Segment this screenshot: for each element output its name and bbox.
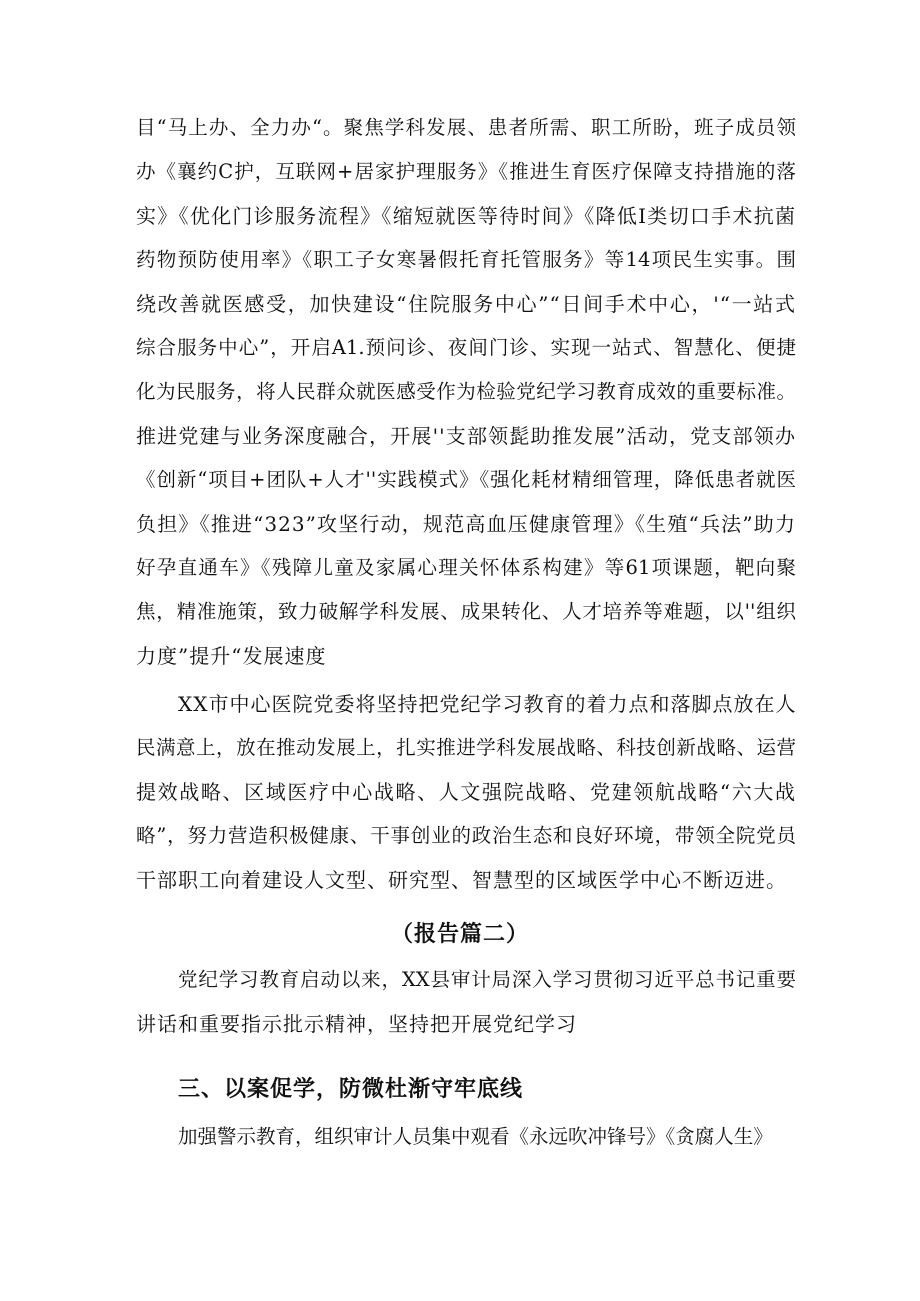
text-line: 提效战略、区域医疗中心战略、人文强院战略、党建领航战略“六大战 — [136, 780, 796, 804]
text-line: 绕改善就医感受，加快建设“住院服务中心”“日间手术中心，'“一站式 — [136, 292, 796, 316]
text-line: 《创新“项目+团队+人才''实践模式》《强化耗材精细管理，降低患者就医 — [136, 468, 796, 491]
text-line: 干部职工向着建设人文型、研究型、智慧型的区域医学中心不断迈进。 — [136, 868, 787, 892]
text-line: 讲话和重要指示批示精神，坚持把开展党纪学习 — [136, 1012, 577, 1036]
paragraph-audit-bureau-intro — [136, 958, 796, 1046]
section-heading: 三、以案促学，防微杜渐守牢底线 — [178, 1077, 524, 1102]
text-line: XX市中心医院党委将坚持把党纪学习教育的着力点和落脚点放在人 — [178, 692, 797, 716]
text-line: 党纪学习教育启动以来，XX县审计局深入学习贯彻习近平总书记重要 — [178, 968, 796, 991]
text-line: 药物预防使用率》《职工子女寒暑假托育托管服务》等14项民生实事。围 — [136, 248, 796, 271]
text-line: 好孕直通车》《残障儿童及家属心理关怀体系构建》等61项课题，靶向聚 — [136, 556, 796, 579]
paragraph-hospital-commitment — [136, 682, 796, 902]
text-line: 推进党建与业务深度融合，开展''支部领髭助推发展”活动，党支部领办 — [136, 424, 796, 448]
text-line: 办《襄约C护，互联网+居家护理服务》《推进生育医疗保障支持措施的落 — [136, 160, 796, 183]
text-line: 略”，努力营造积极健康、干事创业的政治生态和良好环境，带领全院党员 — [136, 824, 796, 847]
section-subtitle: （报告篇二） — [390, 922, 529, 947]
text-line: 负担》《推进“323”攻坚行动，规范高血压健康管理》《生殖“兵法”助力 — [136, 512, 796, 536]
text-line: 力度”提升“发展速度 — [136, 644, 327, 668]
paragraph-warning-education — [136, 1115, 796, 1159]
text-line: 目“马上办、全力办“。聚焦学科发展、患者所需、职工所盼，班子成员领 — [136, 116, 796, 139]
text-line: 焦，精准施策，致力破解学科发展、成果转化、人才培养等难题，以''组织 — [136, 600, 796, 623]
paragraph-hospital-initiatives — [136, 106, 796, 678]
text-line: 化为民服务，将人民群众就医感受作为检验党纪学习教育成效的重要标准。 — [136, 380, 796, 403]
text-line: 加强警示教育，组织审计人员集中观看《永远吹冲锋号》《贪腐人生》 — [178, 1125, 773, 1148]
text-line: 民满意上，放在推动发展上，扎实推进学科发展战略、科技创新战略、运营 — [136, 736, 796, 759]
text-line: 实》《优化门诊服务流程》《缩短就医等待时间》《降低I类切口手术抗菌 — [136, 204, 796, 228]
text-line: 综合服务中心”，开启A1.预问诊、夜间门诊、实现一站式、智慧化、便捷 — [136, 336, 796, 359]
